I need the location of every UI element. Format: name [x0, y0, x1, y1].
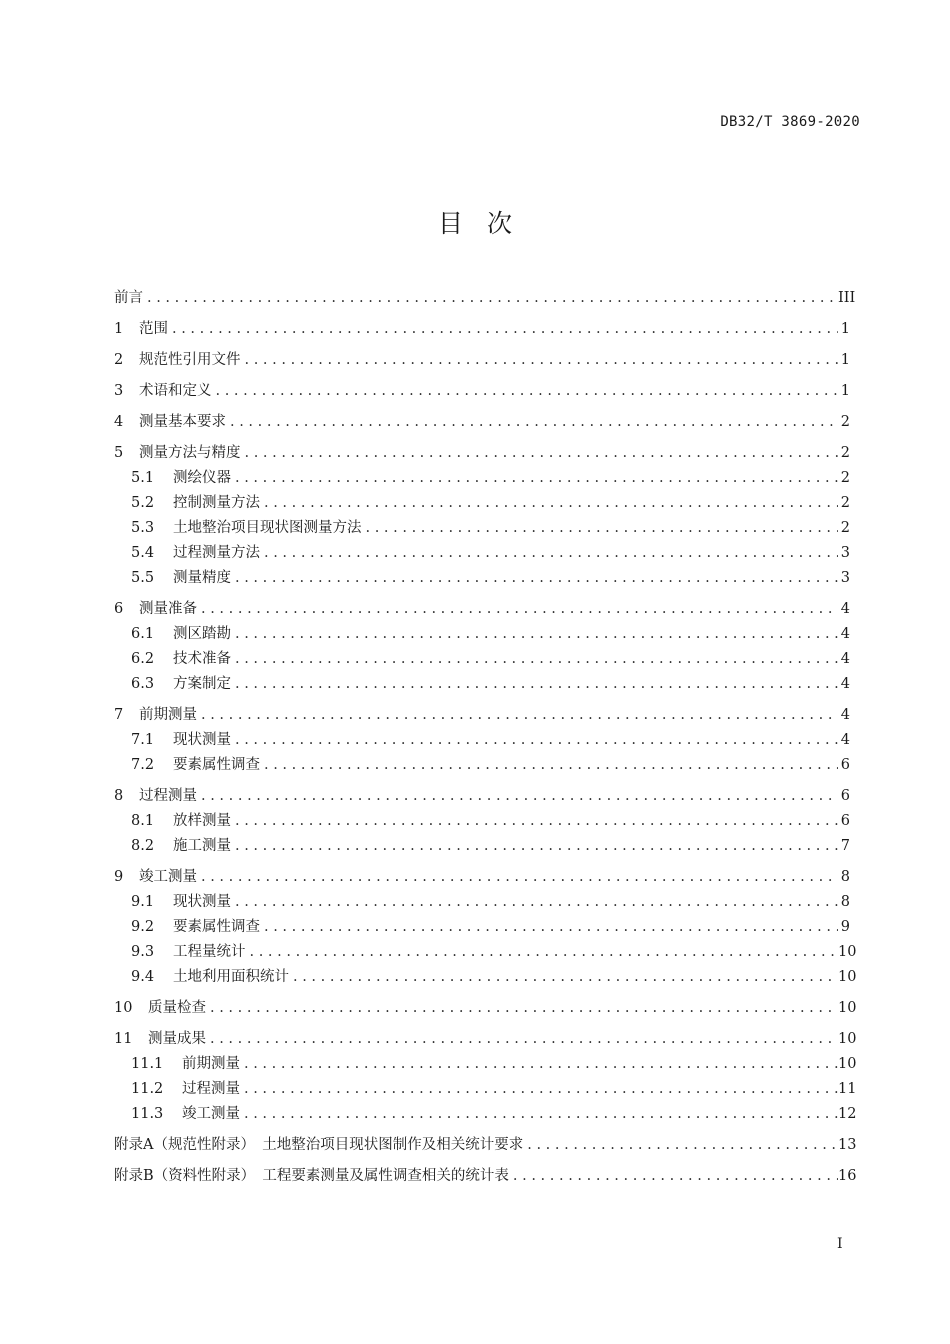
toc-entry[interactable]: [114, 996, 857, 1021]
toc-entry-number: 9.4: [131, 969, 155, 985]
toc-entry-number: 4: [114, 414, 124, 430]
toc-entry[interactable]: [114, 1133, 857, 1158]
toc-entry-label: 范围: [139, 321, 168, 337]
toc-leader-dots: [210, 1027, 838, 1052]
toc-entry[interactable]: [114, 441, 850, 466]
toc-entry-page: 4: [840, 626, 850, 642]
toc-leader-dots: [264, 541, 838, 566]
toc-leader-dots: [235, 466, 838, 491]
toc-entry-page: 2: [840, 470, 850, 486]
toc-entry-page: 4: [840, 732, 850, 748]
toc-entry-label: 要素属性调查: [173, 919, 260, 935]
toc-entry-number: 2: [114, 352, 124, 368]
document-code: DB32/T 3869-2020: [720, 114, 860, 130]
toc-leader-dots: [244, 1077, 838, 1102]
toc-entry-page: 4: [840, 651, 850, 667]
toc-entry-number: 8.2: [131, 838, 155, 854]
toc-entry-number: 9.3: [131, 944, 155, 960]
toc-entry-number: 10: [114, 1000, 133, 1016]
toc-entry[interactable]: [114, 728, 850, 753]
toc-leader-dots: [216, 379, 839, 404]
toc-entry-label: 质量检查: [148, 1000, 206, 1016]
toc-entry-number: 1: [114, 321, 124, 337]
toc-entry-page: 3: [840, 545, 850, 561]
toc-entry-label: 控制测量方法: [173, 495, 260, 511]
toc-entry-label: 测量准备: [139, 601, 197, 617]
toc-entry-number: 11.2: [131, 1081, 164, 1097]
toc-entry[interactable]: [114, 940, 857, 965]
toc-entry-page: 8: [840, 869, 850, 885]
toc-entry-page: 1: [840, 352, 850, 368]
toc-entry[interactable]: [114, 491, 850, 516]
toc-entry-page: 3: [840, 570, 850, 586]
toc-entry[interactable]: [114, 703, 850, 728]
toc-entry-label: 测绘仪器: [173, 470, 231, 486]
toc-entry-number: 5: [114, 445, 124, 461]
toc-entry-label: 测区踏勘: [173, 626, 231, 642]
toc-entry[interactable]: [114, 622, 850, 647]
toc-leader-dots: [513, 1164, 838, 1189]
toc-entry-page: 6: [840, 813, 850, 829]
toc-leader-dots: [245, 441, 839, 466]
toc-entry-label: 过程测量: [139, 788, 197, 804]
toc-entry[interactable]: [114, 672, 850, 697]
toc-leader-dots: [172, 317, 838, 342]
toc-entry-page: 12: [838, 1106, 857, 1122]
toc-entry[interactable]: [114, 647, 850, 672]
toc-entry[interactable]: [114, 809, 850, 834]
toc-entry-page: 1: [840, 383, 850, 399]
toc-entry-label: 工程量统计: [173, 944, 246, 960]
toc-entry-number: 9.2: [131, 919, 155, 935]
toc-entry-number: 11: [114, 1031, 133, 1047]
toc-entry-page: 10: [838, 944, 857, 960]
toc-leader-dots: [201, 597, 838, 622]
toc-leader-dots: [244, 1102, 838, 1127]
toc-entry[interactable]: [114, 784, 850, 809]
toc-entry-page: 1: [840, 321, 850, 337]
toc-leader-dots: [245, 348, 839, 373]
toc-entry[interactable]: [114, 410, 850, 435]
toc-entry[interactable]: [114, 516, 850, 541]
toc-entry-page: 16: [838, 1168, 857, 1184]
toc-entry-number: 7.2: [131, 757, 155, 773]
toc-entry[interactable]: [114, 1102, 857, 1127]
toc-entry-page: 10: [838, 969, 857, 985]
toc-entry-number: 6.2: [131, 651, 155, 667]
toc-entry-number: 3: [114, 383, 124, 399]
toc-leader-dots: [235, 834, 838, 859]
toc-entry[interactable]: [114, 1027, 857, 1052]
toc-entry-label: 放样测量: [173, 813, 231, 829]
toc-leader-dots: [527, 1133, 838, 1158]
toc-entry-label: 技术准备: [173, 651, 231, 667]
toc-entry-number: 8: [114, 788, 124, 804]
toc-entry-label: 方案制定: [173, 676, 231, 692]
toc-leader-dots: [264, 915, 838, 940]
toc-leader-dots: [201, 784, 838, 809]
toc-entry-page: 10: [838, 1056, 857, 1072]
toc-entry-label: 要素属性调查: [173, 757, 260, 773]
toc-entry-label: 规范性引用文件: [139, 352, 241, 368]
toc-leader-dots: [244, 1052, 838, 1077]
toc-entry-page: 10: [838, 1031, 857, 1047]
toc-entry-number: 11.3: [131, 1106, 164, 1122]
toc-leader-dots: [235, 647, 838, 672]
toc-entry-label: 施工测量: [173, 838, 231, 854]
toc-entry-label: 测量方法与精度: [139, 445, 241, 461]
toc-entry-number: 5.2: [131, 495, 155, 511]
toc-entry-label: 前期测量: [182, 1056, 240, 1072]
toc-entry-page: 7: [840, 838, 850, 854]
toc-entry-page: 4: [840, 676, 850, 692]
toc-entry[interactable]: [114, 965, 857, 990]
toc-entry-number: 6: [114, 601, 124, 617]
toc-entry-number: 5.5: [131, 570, 155, 586]
toc-entry-label: 过程测量: [182, 1081, 240, 1097]
toc-entry-page: 4: [840, 707, 850, 723]
toc-entry-page: 9: [840, 919, 850, 935]
toc-entry-page: 2: [840, 495, 850, 511]
toc-entry-page: 10: [838, 1000, 857, 1016]
toc-entry[interactable]: [114, 541, 850, 566]
toc-leader-dots: [366, 516, 839, 541]
toc-leader-dots: [201, 703, 838, 728]
toc-entry[interactable]: [114, 466, 850, 491]
toc-entry-label: 附录A（规范性附录） 土地整治项目现状图制作及相关统计要求: [114, 1137, 524, 1153]
toc-entry[interactable]: [114, 379, 850, 404]
toc-entry-page: 6: [840, 757, 850, 773]
toc-leader-dots: [264, 753, 838, 778]
toc-entry-label: 前言: [114, 290, 143, 306]
toc-entry-label: 过程测量方法: [173, 545, 260, 561]
toc-leader-dots: [235, 809, 838, 834]
page-title: 目次: [437, 209, 536, 238]
toc-entry[interactable]: [114, 915, 850, 940]
toc-entry-label: 测量精度: [173, 570, 231, 586]
toc-leader-dots: [210, 996, 838, 1021]
toc-leader-dots: [230, 410, 838, 435]
toc-entry[interactable]: [114, 890, 850, 915]
toc-entry-page: 2: [840, 520, 850, 536]
toc-leader-dots: [235, 890, 838, 915]
toc-entry-page: 2: [840, 445, 850, 461]
toc-entry-number: 6.3: [131, 676, 155, 692]
toc-entry-label: 竣工测量: [182, 1106, 240, 1122]
table-of-contents: [114, 286, 857, 1189]
toc-entry-number: 9: [114, 869, 124, 885]
toc-leader-dots: [293, 965, 838, 990]
toc-leader-dots: [235, 622, 838, 647]
toc-entry-number: 5.1: [131, 470, 155, 486]
toc-leader-dots: [250, 940, 839, 965]
toc-entry-number: 5.4: [131, 545, 155, 561]
footer-page-number: I: [837, 1236, 843, 1252]
toc-entry[interactable]: [114, 1052, 857, 1077]
toc-entry-number: 11.1: [131, 1056, 164, 1072]
toc-entry-label: 附录B（资料性附录） 工程要素测量及属性调查相关的统计表: [114, 1168, 509, 1184]
toc-entry[interactable]: [114, 834, 850, 859]
toc-entry[interactable]: [114, 753, 850, 778]
toc-entry-number: 7: [114, 707, 124, 723]
toc-leader-dots: [264, 491, 838, 516]
toc-entry[interactable]: [114, 286, 856, 311]
toc-entry[interactable]: [114, 348, 850, 373]
toc-entry-page: 4: [840, 601, 850, 617]
toc-entry-label: 现状测量: [173, 732, 231, 748]
toc-entry-number: 9.1: [131, 894, 155, 910]
toc-leader-dots: [147, 286, 838, 311]
toc-entry-page: 6: [840, 788, 850, 804]
toc-entry[interactable]: [114, 865, 850, 890]
toc-entry-page: 11: [838, 1081, 857, 1097]
toc-entry[interactable]: [114, 1164, 857, 1189]
toc-entry-label: 土地利用面积统计: [173, 969, 289, 985]
toc-entry-page: III: [838, 290, 856, 306]
toc-entry[interactable]: [114, 597, 850, 622]
toc-leader-dots: [235, 566, 838, 591]
toc-entry-label: 测量基本要求: [139, 414, 226, 430]
toc-entry-label: 现状测量: [173, 894, 231, 910]
toc-entry-number: 7.1: [131, 732, 155, 748]
toc-entry-number: 8.1: [131, 813, 155, 829]
toc-leader-dots: [235, 728, 838, 753]
toc-entry-label: 术语和定义: [139, 383, 212, 399]
toc-entry[interactable]: [114, 317, 850, 342]
toc-entry[interactable]: [114, 566, 850, 591]
toc-entry-label: 土地整治项目现状图测量方法: [173, 520, 362, 536]
toc-entry-page: 2: [840, 414, 850, 430]
toc-entry-page: 8: [840, 894, 850, 910]
toc-entry-number: 6.1: [131, 626, 155, 642]
toc-leader-dots: [201, 865, 838, 890]
toc-entry[interactable]: [114, 1077, 857, 1102]
toc-entry-label: 竣工测量: [139, 869, 197, 885]
toc-entry-page: 13: [838, 1137, 857, 1153]
toc-leader-dots: [235, 672, 838, 697]
toc-entry-label: 前期测量: [139, 707, 197, 723]
toc-entry-number: 5.3: [131, 520, 155, 536]
toc-entry-label: 测量成果: [148, 1031, 206, 1047]
